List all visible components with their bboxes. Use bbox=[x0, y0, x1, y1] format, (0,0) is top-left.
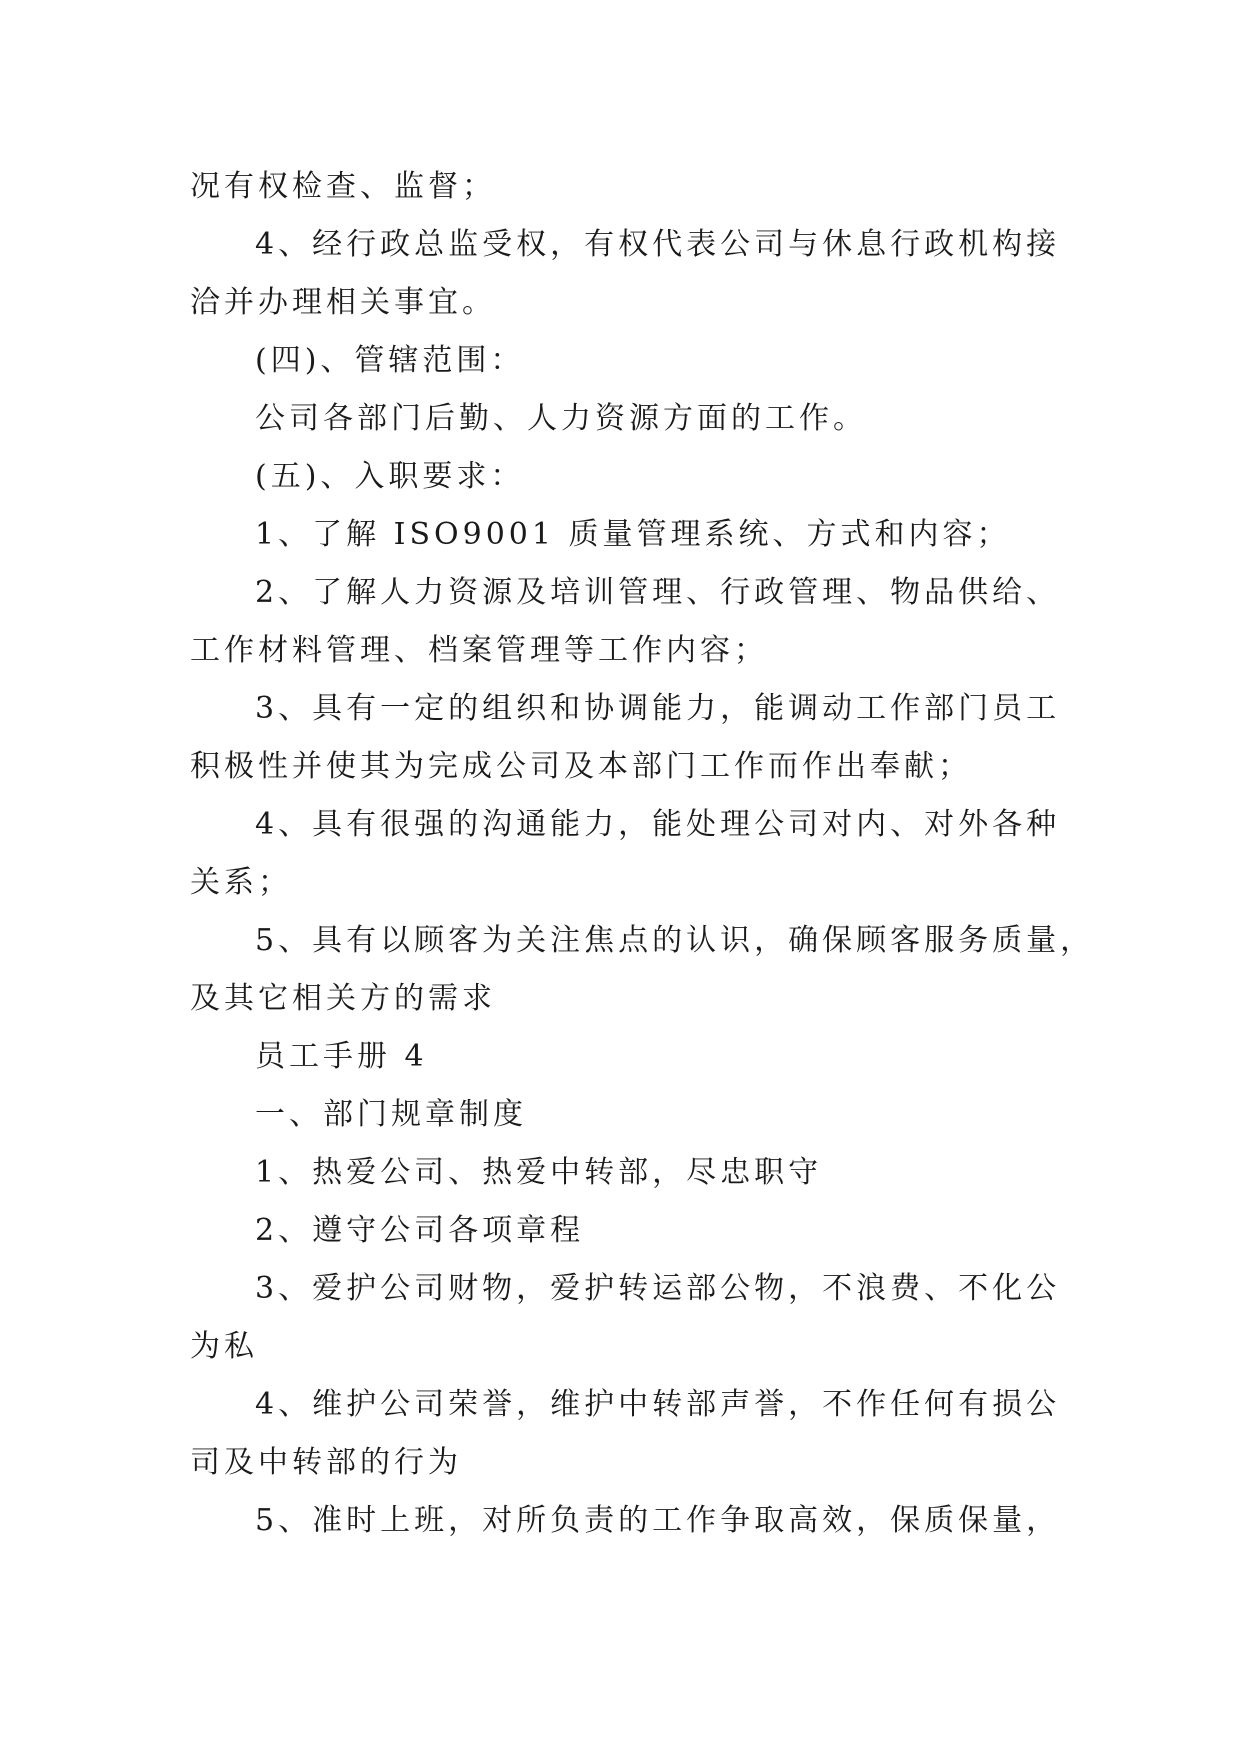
section-title: 员工手册 4 bbox=[255, 1039, 428, 1074]
text-line: 4、具有很强的沟通能力，能处理公司对内、对外各种 bbox=[255, 807, 1061, 842]
text-line: 积极性并使其为完成公司及本部门工作而作出奉献； bbox=[190, 749, 972, 784]
text-line: 为私 bbox=[190, 1329, 258, 1364]
text-line: 关系； bbox=[190, 865, 292, 900]
section-heading: (四)、管辖范围： bbox=[255, 343, 525, 378]
text-line: 洽并办理相关事宜。 bbox=[190, 285, 496, 320]
text-line: 5、具有以顾客为关注焦点的认识，确保顾客服务质量， bbox=[255, 923, 1095, 958]
section-heading: 一、部门规章制度 bbox=[255, 1097, 527, 1132]
document-body bbox=[190, 158, 1095, 1550]
text-line: 况有权检查、监督； bbox=[190, 169, 496, 204]
text-line: 1、热爱公司、热爱中转部，尽忠职守 bbox=[255, 1155, 823, 1190]
text-line: 3、爱护公司财物，爱护转运部公物，不浪费、不化公 bbox=[255, 1271, 1061, 1306]
text-line: 3、具有一定的组织和协调能力，能调动工作部门员工 bbox=[255, 691, 1061, 726]
text-line: 工作材料管理、档案管理等工作内容； bbox=[190, 633, 768, 668]
text-line: 4、经行政总监受权，有权代表公司与休息行政机构接 bbox=[255, 227, 1061, 262]
text-line: 1、了解 ISO9001 质量管理系统、方式和内容； bbox=[255, 517, 1011, 552]
text-line: 及其它相关方的需求 bbox=[190, 981, 496, 1016]
text-line: 公司各部门后勤、人力资源方面的工作。 bbox=[255, 401, 867, 436]
text-line: 2、遵守公司各项章程 bbox=[255, 1213, 585, 1248]
text-line: 5、准时上班，对所负责的工作争取高效，保质保量， bbox=[255, 1503, 1061, 1538]
text-line: 司及中转部的行为 bbox=[190, 1445, 462, 1480]
section-heading: (五)、入职要求： bbox=[255, 459, 525, 494]
text-line: 4、维护公司荣誉，维护中转部声誉，不作任何有损公 bbox=[255, 1387, 1061, 1422]
text-line: 2、了解人力资源及培训管理、行政管理、物品供给、 bbox=[255, 575, 1061, 610]
